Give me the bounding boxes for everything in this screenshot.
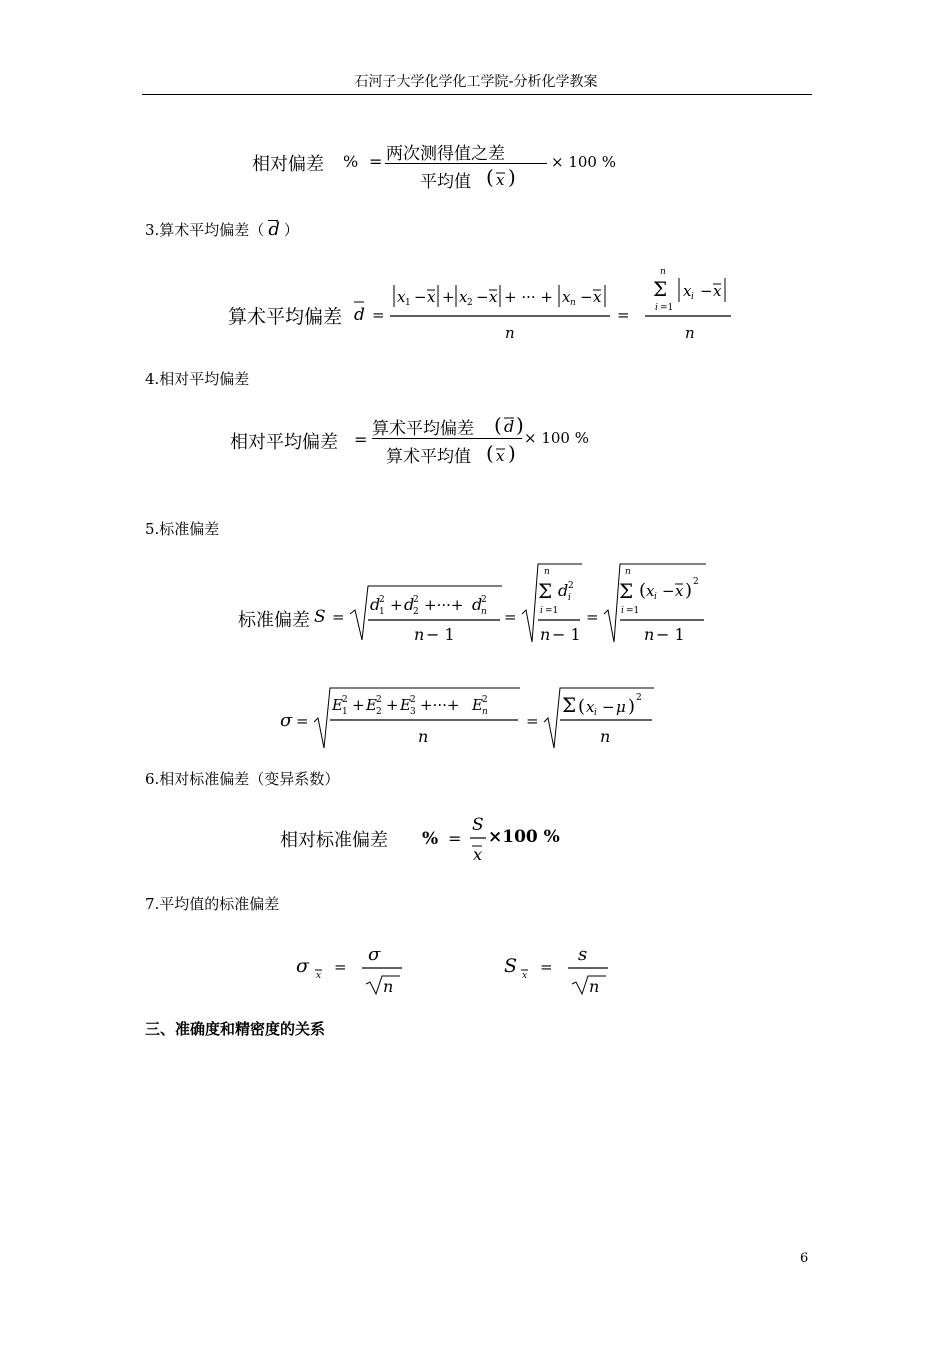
times-hundred-percent: × 100 %	[551, 153, 616, 171]
relative-standard-deviation-label: 相对标准偏差	[280, 830, 388, 851]
svg-text:2: 2	[693, 577, 699, 587]
svg-text:σ: σ	[280, 710, 293, 731]
svg-text:−: −	[602, 698, 615, 716]
svg-text:1: 1	[379, 607, 385, 617]
svg-text:x: x	[473, 845, 483, 864]
svg-text:n: n	[625, 567, 631, 577]
svg-text:n: n	[644, 625, 655, 644]
times-hundred-percent: ×100 %	[488, 827, 560, 847]
svg-text:Σ: Σ	[538, 579, 553, 603]
section-7-heading: 7.平均值的标准偏差	[145, 895, 280, 913]
svg-text:n: n	[540, 625, 551, 644]
equals-sign: =	[354, 430, 368, 449]
percent-sign: %	[343, 152, 359, 171]
svg-text:=: =	[334, 958, 347, 976]
svg-text:2: 2	[482, 695, 488, 705]
svg-text:x: x	[593, 288, 602, 306]
svg-text:=: =	[296, 712, 309, 730]
relative-deviation-label: 相对偏差	[252, 154, 324, 175]
section-6-heading: 6.相对标准偏差（变异系数）	[145, 770, 340, 788]
dbar-paren-symbol	[492, 412, 526, 440]
page-number: 6	[800, 1251, 809, 1266]
svg-text:Σ: Σ	[653, 277, 668, 301]
svg-text:+: +	[352, 696, 365, 714]
svg-text:2: 2	[413, 607, 419, 617]
svg-text:μ: μ	[616, 698, 626, 716]
svg-text:+: +	[390, 596, 403, 614]
svg-text:): )	[685, 580, 693, 601]
svg-text:2: 2	[342, 695, 348, 705]
svg-text:): )	[516, 413, 524, 437]
svg-text:−: −	[662, 582, 675, 600]
svg-text:x: x	[427, 288, 436, 306]
svg-text:=: =	[372, 306, 385, 324]
svg-text:−: −	[476, 288, 489, 306]
svg-text:x: x	[683, 282, 692, 300]
svg-text:S: S	[472, 815, 484, 835]
svg-text:+: +	[442, 288, 455, 306]
xbar-paren-symbol	[484, 440, 518, 468]
standard-deviation-math	[312, 558, 712, 650]
svg-text:σ: σ	[368, 944, 381, 965]
svg-text:x: x	[586, 698, 595, 716]
svg-text:+: +	[386, 696, 399, 714]
section-4-heading: 4.相对平均偏差	[145, 370, 250, 388]
svg-text:E: E	[472, 696, 483, 714]
svg-text:x: x	[675, 582, 684, 600]
svg-text:=1: =1	[626, 606, 640, 616]
svg-text:E: E	[332, 696, 343, 714]
equals-sign: =	[369, 152, 383, 171]
svg-text:x: x	[646, 582, 655, 600]
svg-text:=: =	[526, 712, 539, 730]
svg-text:σ: σ	[296, 955, 309, 977]
times-hundred-percent: × 100 %	[524, 429, 589, 447]
svg-text:x: x	[316, 971, 322, 981]
svg-text:d: d	[404, 595, 415, 614]
svg-text:+···+: +···+	[424, 596, 464, 614]
svg-text:x: x	[397, 288, 406, 306]
svg-text:S: S	[314, 607, 326, 627]
svg-text:n: n	[570, 298, 576, 308]
section-5-heading: 5.标准偏差	[145, 520, 220, 538]
svg-text:=: =	[617, 306, 630, 324]
svg-text:2: 2	[379, 595, 385, 605]
svg-text:2: 2	[467, 298, 473, 308]
fraction-bar	[385, 163, 547, 164]
svg-text:x: x	[496, 447, 505, 465]
page-header: 石河子大学化学化工学院-分析化学教案	[354, 74, 598, 90]
svg-text:S: S	[504, 955, 518, 977]
svg-text:n: n	[505, 324, 515, 342]
svg-text:(: (	[486, 441, 494, 465]
svg-text:d: d	[370, 595, 381, 614]
standard-deviation-label: 标准偏差	[238, 610, 310, 631]
svg-text:E: E	[400, 696, 411, 714]
svg-text:− 1: − 1	[656, 625, 685, 644]
svg-text:x: x	[496, 171, 505, 189]
svg-text:n: n	[418, 727, 429, 746]
svg-text:x: x	[713, 282, 722, 300]
section-three-heading: 三、准确度和精密度的关系	[145, 1020, 326, 1038]
svg-text:−: −	[414, 288, 427, 306]
svg-text:Σ: Σ	[619, 579, 634, 603]
svg-text:n: n	[589, 977, 600, 996]
svg-text:i: i	[654, 592, 657, 602]
svg-text:2: 2	[413, 595, 419, 605]
section-3-heading-text: 3.算术平均偏差（	[145, 221, 265, 239]
svg-text:1: 1	[405, 298, 411, 308]
svg-text:=1: =1	[545, 606, 559, 616]
mean-deviation-math	[350, 258, 740, 348]
svg-text:(: (	[494, 413, 502, 437]
fraction-numerator: 算术平均偏差	[372, 419, 474, 439]
s-xbar-math	[502, 938, 632, 998]
svg-text:+···+: +···+	[420, 696, 460, 714]
svg-text:n: n	[544, 567, 550, 577]
svg-text:2: 2	[376, 707, 382, 717]
svg-text:d: d	[504, 417, 515, 436]
svg-text:2: 2	[410, 695, 416, 705]
svg-text:− 1: − 1	[552, 625, 581, 644]
svg-text:−: −	[700, 282, 713, 300]
svg-text:n: n	[685, 324, 695, 342]
svg-text:i: i	[568, 593, 571, 603]
svg-text:E: E	[366, 696, 377, 714]
svg-text:i: i	[594, 708, 597, 718]
svg-text:x: x	[562, 288, 571, 306]
svg-text:=: =	[448, 829, 462, 848]
svg-text:2: 2	[376, 695, 382, 705]
svg-text:2: 2	[636, 693, 642, 703]
sigma-xbar-math	[294, 938, 424, 998]
dbar-symbol: d	[268, 219, 280, 240]
svg-text:i: i	[540, 606, 543, 616]
svg-text:(: (	[486, 165, 494, 189]
header-rule	[142, 94, 812, 95]
svg-text:n: n	[660, 267, 666, 277]
svg-text:3: 3	[410, 707, 416, 717]
svg-text:2: 2	[481, 595, 487, 605]
svg-text:=: =	[504, 608, 517, 626]
fraction-bar	[372, 438, 522, 439]
svg-text:n: n	[481, 607, 487, 617]
section-3-heading	[145, 219, 299, 240]
svg-text:=1: =1	[660, 303, 674, 313]
svg-text:=: =	[586, 608, 599, 626]
relative-mean-deviation-label: 相对平均偏差	[230, 432, 338, 453]
svg-text:2: 2	[568, 581, 574, 591]
svg-text:d: d	[354, 305, 365, 325]
mean-deviation-label: 算术平均偏差	[228, 306, 343, 328]
svg-text:%: %	[422, 829, 439, 849]
svg-text:d: d	[558, 581, 569, 600]
svg-text:=: =	[540, 958, 553, 976]
fraction-denominator: 平均值	[420, 172, 471, 192]
svg-text:): )	[628, 696, 636, 717]
svg-text:n: n	[482, 707, 488, 717]
svg-text:d: d	[472, 595, 483, 614]
svg-text:): )	[508, 441, 516, 465]
svg-text:): )	[508, 165, 516, 189]
svg-text:x: x	[489, 288, 498, 306]
svg-text:n: n	[383, 977, 394, 996]
svg-text:+ ··· +: + ··· +	[504, 288, 553, 306]
svg-text:i: i	[655, 303, 658, 313]
svg-text:−: −	[580, 288, 593, 306]
svg-text:(: (	[639, 580, 647, 601]
section-3-heading-close: ）	[283, 221, 299, 239]
xbar-paren-symbol	[484, 164, 518, 192]
svg-text:Σ: Σ	[562, 693, 577, 717]
fraction-denominator: 算术平均值	[386, 447, 471, 467]
svg-text:i: i	[621, 606, 624, 616]
svg-text:s: s	[578, 944, 588, 965]
svg-text:i: i	[691, 292, 694, 302]
svg-text:− 1: − 1	[426, 625, 455, 644]
svg-text:(: (	[578, 696, 586, 717]
svg-text:1: 1	[342, 707, 348, 717]
sigma-math	[278, 682, 668, 752]
svg-text:n: n	[600, 727, 611, 746]
fraction-numerator: 两次测得值之差	[386, 144, 505, 164]
svg-text:x: x	[522, 971, 528, 981]
svg-text:x: x	[459, 288, 468, 306]
svg-text:=: =	[332, 608, 345, 626]
svg-text:n: n	[414, 625, 425, 644]
